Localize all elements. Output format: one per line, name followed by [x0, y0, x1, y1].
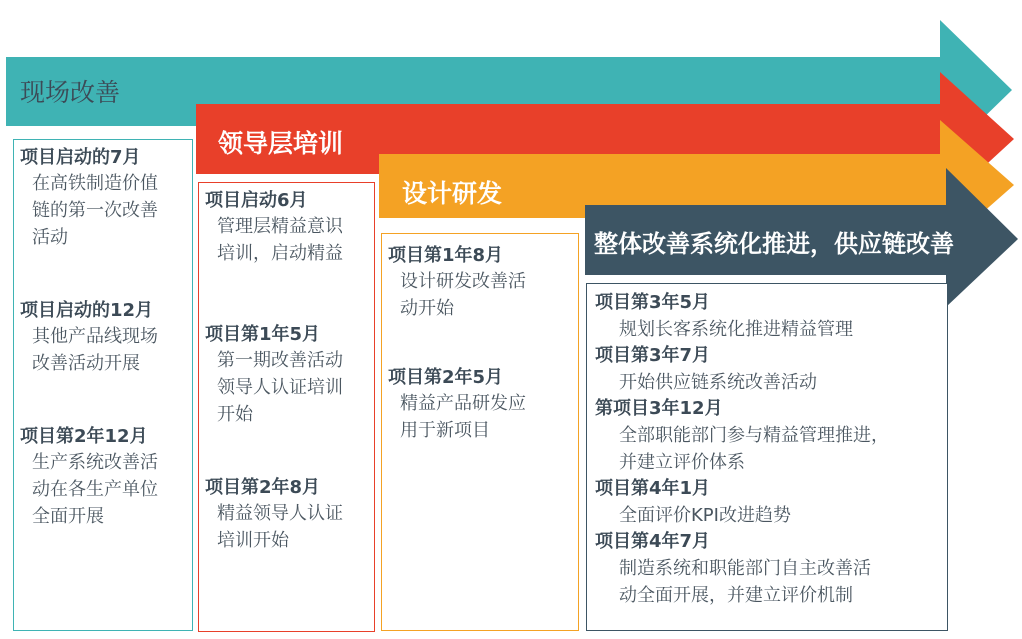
milestone-date: 项目第4年7月 [595, 531, 711, 552]
milestone-entry [20, 146, 188, 251]
stage-label-system-supply-chain: 整体改善系统化推进，供应链改善 [594, 230, 954, 258]
milestone-description: 全部职能部门参与精益管理推进， 并建立评价体系 [619, 425, 889, 473]
milestone-description: 其他产品线现场 改善活动开展 [32, 326, 158, 374]
milestone-entry [205, 189, 370, 267]
milestone-description: 在高铁制造价值 链的第一次改善 活动 [32, 173, 158, 248]
milestone-entry [595, 396, 943, 476]
milestone-description: 制造系统和职能部门自主改善活 动全面开展，并建立评价机制 [619, 558, 871, 606]
milestone-entry [595, 476, 943, 529]
milestone-description: 开始供应链系统改善活动 [619, 372, 817, 393]
milestone-description: 管理层精益意识 培训，启动精益 [217, 216, 343, 264]
milestone-date: 项目第1年5月 [205, 324, 321, 345]
milestone-entry [205, 323, 370, 428]
milestone-date: 项目启动的7月 [20, 147, 141, 168]
stage-card-field-improvement [13, 139, 193, 631]
milestone-date: 项目第2年12月 [20, 426, 148, 447]
milestone-date: 项目启动的12月 [20, 300, 154, 321]
milestone-date: 项目第3年7月 [595, 345, 711, 366]
milestone-entry [595, 343, 943, 396]
milestone-entry [20, 299, 188, 377]
milestone-description: 生产系统改善活 动在各生产单位 全面开展 [32, 452, 158, 527]
milestone-description: 精益产品研发应 用于新项目 [400, 393, 526, 441]
milestone-entry [388, 244, 574, 322]
milestone-date: 第项目3年12月 [595, 398, 723, 419]
milestone-date: 项目启动6月 [205, 190, 308, 211]
milestone-entry [20, 425, 188, 530]
stage-card-leadership-training [198, 182, 375, 632]
milestone-date: 项目第3年5月 [595, 292, 711, 313]
milestone-entry [388, 366, 574, 444]
stage-label-leadership-training: 领导层培训 [218, 129, 344, 158]
milestone-description: 全面评价KPI改进趋势 [619, 505, 791, 526]
milestone-date: 项目第2年5月 [388, 367, 504, 388]
milestone-description: 规划长客系统化推进精益管理 [619, 319, 853, 340]
milestone-entry [595, 529, 943, 609]
milestone-description: 设计研发改善活 动开始 [400, 271, 526, 319]
stage-label-design-rd: 设计研发 [402, 179, 503, 208]
milestone-date: 项目第1年8月 [388, 245, 504, 266]
milestone-description: 精益领导人认证 培训开始 [217, 503, 343, 551]
stage-card-system-supply-chain [586, 283, 948, 631]
milestone-date: 项目第2年8月 [205, 477, 321, 498]
milestone-entry [205, 476, 370, 554]
milestone-description: 第一期改善活动 领导人认证培训 开始 [217, 350, 343, 425]
stage-card-design-rd [381, 233, 579, 631]
milestone-entry [595, 290, 943, 343]
milestone-date: 项目第4年1月 [595, 478, 711, 499]
stage-label-field-improvement: 现场改善 [20, 78, 121, 107]
